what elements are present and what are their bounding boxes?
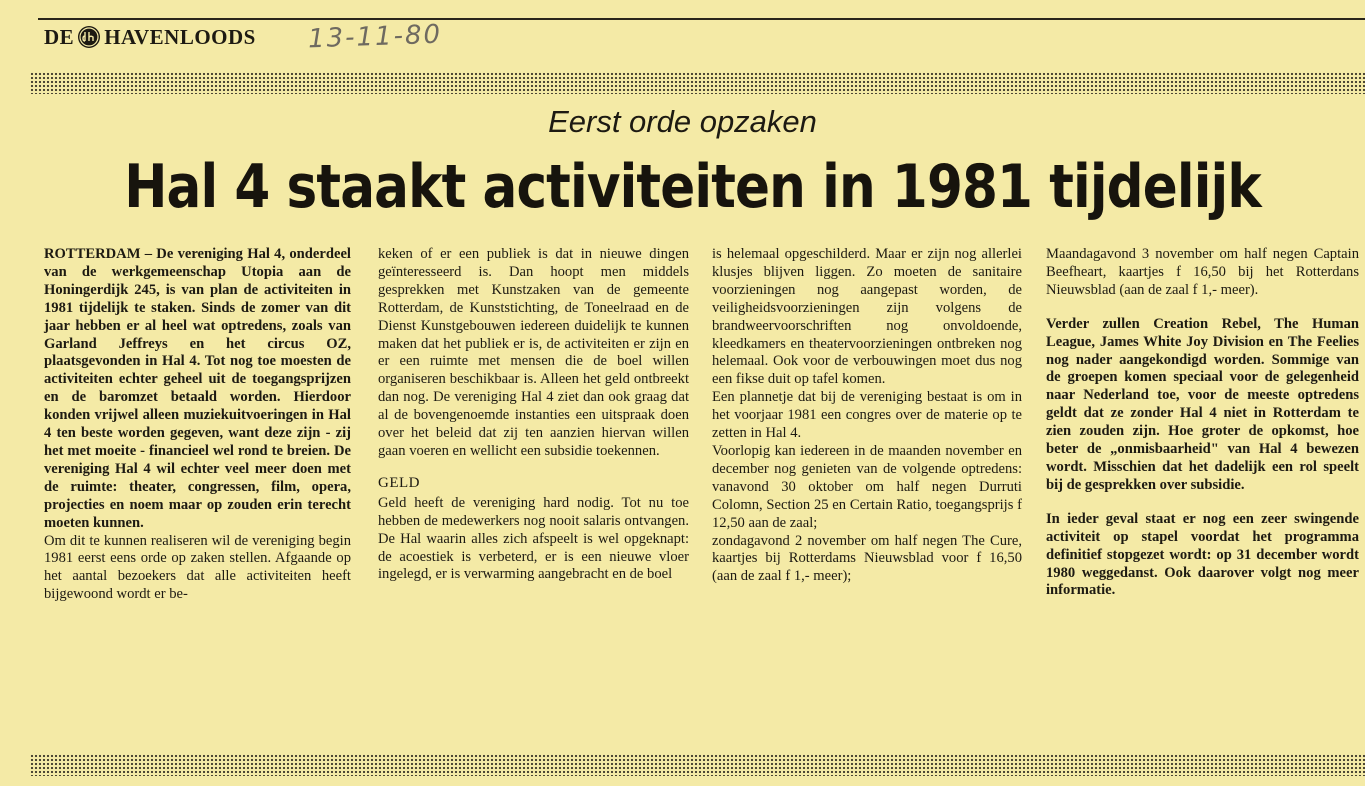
article-column-3 [712,246,1022,586]
halftone-band-bottom [30,754,1365,776]
newspaper-logo-icon [78,26,100,48]
column-2-paragraph-2: Geld heeft de vereniging hard nodig. Tot nu toe hebben de medewerkers nog nooit salaris ontvangen. De Hal waarin alles zich afspeelt is wel opgeknapt: de acoestiek is verbeterd, er is een nieuwe vloer ingelegd, er is verwarming aangebracht en de boel [378,494,689,583]
masthead-name: HAVENLOODS [104,24,256,49]
column-2-paragraph-1: keken of er een publiek is dat in nieuwe dingen geïnteresseerd is. Dan hoopt men middels gesprekken met Kunstzaken van de gemeente Rotterdam, de Kunststichting, de Toneelraad en de Dienst Kunstgebouwen iedereen duidelijk te kunnen maken dat het publiek er is, de activiteiten er zijn en er een ruimte met mensen die de boel willen organiseren beschikbaar is. Alleen het geld ontbreekt dan nog. De vereniging Hal 4 ziet dan ook graag dat al de bovengenoemde instanties een uitspraak doen over het beleid dat zij ten aanzien hiervan willen gaan voeren en wellicht een subsidie toekennen. [378,246,689,459]
column-2-subhead: GELD [378,474,420,491]
column-1-paragraph-1: ROTTERDAM – De vereniging Hal 4, onderdeel van de werkgemeenschap Utopia aan de Honingerdijk 245, is van plan de activiteiten in 1981 tijdelijk te staken. Sinds de zomer van dit jaar hebben er al heel wat optredens, zoals van Garland Jeffreys en het circus OZ, plaatsgevonden in Hal 4. Tot nog toe moesten de activiteiten echter geheel uit de toegangsprijzen en de baromzet betaald worden. Hierdoor konden vrijwel alleen muziekuitvoeringen in Hal 4 ten beste worden gegeven, want deze zijn - zij het met moeite - financieel wel rond te breien. De vereniging Hal 4 wil echter veel meer doen met de ruimte: theater, congressen, film, opera, projecties en noem maar op zouden erin terecht moeten kunnen. [44,246,351,531]
column-4-paragraph-3: In ieder geval staat er nog een zeer swingende activiteit op stapel voordat het programma definitief stopgezet wordt: op 31 december wordt 1980 weggedanst. Ook daarover volgt nog meer informatie. [1046,510,1359,599]
article-column-1 [44,246,351,604]
column-3-paragraph-4: zondagavond 2 november om half negen The Cure, kaartjes bij Rotterdams Nieuwsblad voor f 16,50 (aan de zaal f 1,- meer); [712,532,1022,585]
column-3-paragraph-1: is helemaal opgeschilderd. Maar er zijn nog allerlei klusjes blijven liggen. Zo moeten de sanitaire voorzieningen nog aangepast worden, de veiligheidsvoorzieningen zijn volgens de brandweervoorschriften nog onvoldoende, kleedkamers en theatervoorzieningen ontbreken nog helemaal. Ook voor de verbouwingen moet dus nog een fikse duit op tafel komen. [712,246,1022,388]
halftone-band-top [30,72,1365,94]
article-column-4 [1046,246,1359,600]
column-4-paragraph-1: Maandagavond 3 november om half negen Captain Beefheart, kaartjes f 16,50 bij het Rotterdans Nieuwsblad (aan de zaal f 1,- meer). [1046,246,1359,298]
article-column-2 [378,246,689,584]
column-3-paragraph-3: Voorlopig kan iedereen in de maanden november en december nog genieten van de volgende optredens: vanavond 30 oktober om half negen Durruti Colomn, Section 25 en Certain Ratio, toegangsprijs f 12,50 aan de zaal; [712,442,1022,531]
column-1-paragraph-2: Om dit te kunnen realiseren wil de vereniging begin 1981 eerst eens orde op zaken stellen. Afgaande op het aantal bezoekers dat alle activiteiten heeft bijgewoond wordt er be- [44,532,351,603]
masthead-de: DE [44,24,75,49]
handwritten-date: 13-11-80 [307,19,443,55]
masthead-rule [38,18,1365,20]
column-3-paragraph-2: Een plannetje dat bij de vereniging bestaat is om in het voorjaar 1981 een congres over de materie op te zetten in Hal 4. [712,389,1022,442]
masthead [44,24,256,50]
article-kicker: Eerst orde opzaken [548,104,817,139]
article-headline: Hal 4 staakt activiteiten in 1981 tijdelijk [124,152,1261,222]
column-4-paragraph-2: Verder zullen Creation Rebel, The Human League, James White Joy Division en The Feelies nog nader aangekondigd worden. Sommige van de groepen komen speciaal voor de gelegenheid naar Nederland toe, voor de meeste optredens geldt dat ze zonder Hal 4 niet in Rotterdam te zien zouden zijn. Hoe groter de opkomst, hoe beter de „onmisbaarheid" van Hal 4 bewezen wordt. Misschien dat het dadelijk een rol speelt bij de gesprekken over subsidie. [1046,315,1359,493]
